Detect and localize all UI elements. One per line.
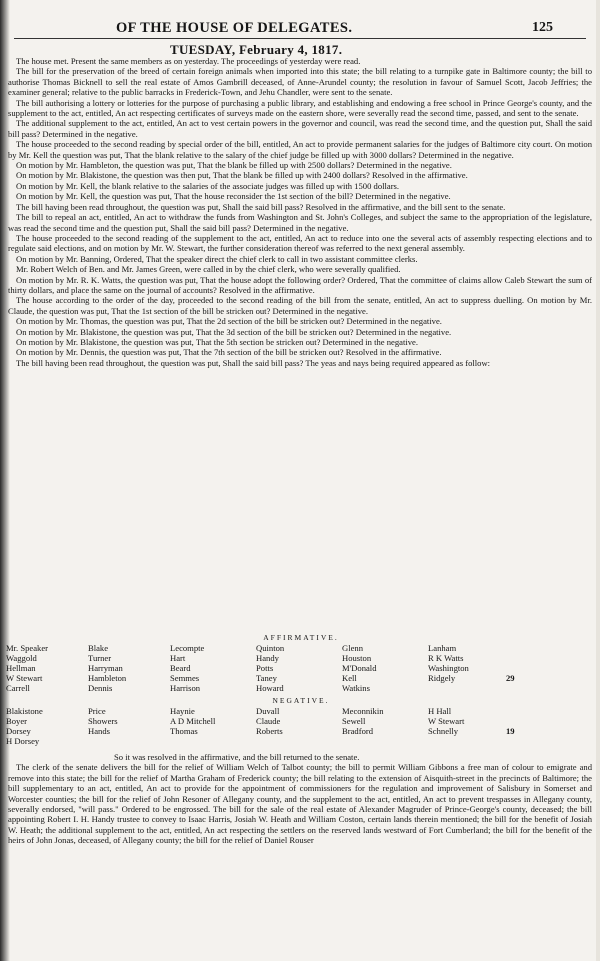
journal-paragraph: On motion by Mr. Blakistone, the question was then put, That the blank be filled up with 2400 dollars? Resolved in the affirmative. <box>16 170 468 181</box>
page-number: 125 <box>532 20 553 35</box>
member-name: Turner <box>88 653 112 663</box>
member-name: Hands <box>88 726 110 736</box>
member-name <box>428 683 506 693</box>
journal-paragraph: The house met. Present the same members as on yesterday. The proceedings of yesterday were read. <box>16 56 361 66</box>
journal-paragraph: The house proceeded to the second reading by special order of the bill, entitled, An act to provide permanent salaries for the judges of Baltimore city court. On motion by Mr. Kell the question was put, That the blank relative to the salary of the chief judge be filled up with 3000 dollars? Determined in the negative. <box>8 139 592 160</box>
member-name: Taney <box>256 673 277 683</box>
header-rule <box>14 38 586 39</box>
vote-total <box>506 643 566 653</box>
member-name: Watkins <box>342 683 370 693</box>
member-name: Price <box>88 706 106 716</box>
journal-paragraph: The bill authorising a lottery or lotteries for the purpose of purchasing a public library, and establishing and endowing a free school in Prince George's county, and the supplement to the act, entitled, An act respecting certificates of surveys made on the eastern shore, were severally read the second time, passed, and sent to the senate. <box>8 97 592 119</box>
member-name: A D Mitchell <box>170 716 216 726</box>
journal-paragraph: On motion by Mr. Hambleton, the question was put, That the blank be filled up with 2500 dollars? Determined in the negative. <box>16 160 452 171</box>
member-name: Roberts <box>256 726 283 736</box>
journal-paragraph: On motion by Mr. Banning, Ordered, That the speaker direct the chief clerk to call in two assistant committee clerks. <box>16 253 418 264</box>
member-name: Hart <box>170 653 186 663</box>
member-name: Carrell <box>6 683 30 693</box>
member-name: Mr. Speaker <box>6 643 49 653</box>
member-name: Howard <box>256 683 284 693</box>
page-edge <box>596 0 600 961</box>
affirmative-heading: AFFIRMATIVE. <box>263 633 339 642</box>
member-name: Duvall <box>256 706 280 716</box>
member-name: W Stewart <box>428 716 465 726</box>
vote-total <box>506 683 566 693</box>
member-name: Claude <box>256 716 281 726</box>
member-name <box>342 736 428 746</box>
journal-paragraph: The house according to the order of the day, proceeded to the second reading of the bill from the senate, entitled, An act to suppress duelling. On motion by Mr. Claude, the question was put, That the 1st section of the bill be stricken out? Determined in the negative. <box>8 295 592 316</box>
vote-total: 29 <box>506 673 515 683</box>
vote-total <box>506 716 566 726</box>
affirmative-names <box>6 643 596 693</box>
member-name: Waggold <box>6 653 37 663</box>
member-name: Harrison <box>170 683 201 693</box>
journal-paragraph: Mr. Robert Welch of Ben. and Mr. James Green, were called in by the chief clerk, who were severally qualified. <box>16 264 401 275</box>
member-name: Bradford <box>342 726 374 736</box>
member-name: W Stewart <box>6 673 43 683</box>
member-name: Houston <box>342 653 372 663</box>
journal-paragraph: The bill having been read throughout, the question was put, Shall the said bill pass? Resolved in the affirmative, and the bill sent to the senate. <box>16 201 506 212</box>
member-name: Lecompte <box>170 643 205 653</box>
journal-paragraph: The bill to repeal an act, entitled, An act to withdraw the funds from Washington and St. John's Colleges, and subject the same to the appropriation of the legislature, was read the second time and the question put, Shall the said bill pass? Determined in the negative. <box>8 212 592 233</box>
member-name: Boyer <box>6 716 28 726</box>
journal-closing <box>8 752 592 846</box>
vote-total: 19 <box>506 726 515 736</box>
member-name: Hellman <box>6 663 36 673</box>
journal-paragraph: On motion by Mr. Blakistone, the question was put, That the 3d section of the bill be stricken out? Determined in the negative. <box>16 326 452 337</box>
member-name: Glenn <box>342 643 364 653</box>
running-header: OF THE HOUSE OF DELEGATES. <box>116 20 353 36</box>
member-name: Harryman <box>88 663 123 673</box>
vote-tally <box>6 633 596 751</box>
member-name <box>170 736 256 746</box>
member-name <box>566 653 596 663</box>
member-name <box>566 673 596 683</box>
vote-total <box>506 736 566 746</box>
journal-paragraph: The additional supplement to the act, entitled, An act to vest certain powers in the governor and council, was read the second time, and the question put, Shall the said bill pass? Determined in the negative. <box>8 118 592 139</box>
member-name: Meconnikin <box>342 706 384 716</box>
member-name: Showers <box>88 716 118 726</box>
journal-paragraph: On motion by Mr. Thomas, the question was put, That the 2d section of the bill be stricken out? Determined in the negative. <box>16 316 442 327</box>
journal-paragraph: The bill for the preservation of the breed of certain foreign animals when imported into this state; the bill relating to a turnpike gate in Baltimore county; the bill to authorise Thomas Bicknell to sell the real estate of Amos Gambrill deceased, of Anne-Arundel county; the resolution in favour of Samuel Scott, Jacob Jeffries; the examiner general; relative to the public barracks in Frederick-Town, and Jehu Chandler, were sent to the senate. <box>8 66 592 98</box>
member-name <box>428 736 506 746</box>
resolution-line: So it was resolved in the affirmative, and the bill returned to the senate. <box>114 752 360 762</box>
member-name: Dorsey <box>6 726 31 736</box>
member-name: Potts <box>256 663 274 673</box>
journal-paragraph: On motion by Mr. R. K. Watts, the question was put, That the house adopt the following order? Ordered, That the committee of claims allow Caleb Stewart the sum of thirty dollars, and place the same on the journal of accounts? Resolved in the affirmative. <box>8 274 592 295</box>
member-name: Kell <box>342 673 357 683</box>
member-name: Lanham <box>428 643 457 653</box>
negative-names <box>6 706 596 746</box>
member-name: Dennis <box>88 683 113 693</box>
member-name: Semmes <box>170 673 200 683</box>
member-name: Blakistone <box>6 706 43 716</box>
member-name: M'Donald <box>342 663 377 673</box>
member-name: R K Watts <box>428 653 464 663</box>
journal-paragraph: On motion by Mr. Kell, the blank relative to the salaries of the associate judges was filled up with 1500 dollars. <box>16 180 400 191</box>
member-name: Sewell <box>342 716 366 726</box>
member-name: H Hall <box>428 706 452 716</box>
member-name <box>566 716 596 726</box>
member-name <box>566 683 596 693</box>
member-name: H Dorsey <box>6 736 40 746</box>
member-name <box>566 663 596 673</box>
member-name <box>566 706 596 716</box>
vote-total <box>506 663 566 673</box>
negative-heading: NEGATIVE. <box>272 696 330 705</box>
member-name <box>566 726 596 736</box>
member-name: Handy <box>256 653 279 663</box>
member-name: Thomas <box>170 726 198 736</box>
journal-paragraph: On motion by Mr. Kell, the question was put, That the house reconsider the 1st section of the bill? Determined in the negative. <box>16 191 451 202</box>
member-name: Schnelly <box>428 726 459 736</box>
member-name <box>256 736 342 746</box>
member-name: Beard <box>170 663 191 673</box>
member-name <box>566 736 596 746</box>
member-name: Quinton <box>256 643 285 653</box>
member-name: Washington <box>428 663 469 673</box>
member-name: Haynie <box>170 706 195 716</box>
journal-paragraph: The clerk of the senate delivers the bill for the relief of William Welch of Talbot county; the bill to permit William Gibbons a free man of colour to emigrate and remove into this state; the bill for the relief of Martha Graham of Frederick county; the bill relating to the extension of Aisquith-street in the precincts of Baltimore; the bill supplementary to an act, entitled, An act to provide for the appointment of commissioners for the regulation and improvement of Salisbury in Somerset and Worcester counties; the bill for the relief of John Resoner of Allegany county, and the supplement to the act, entitled, An act to prevent trespasses in Allegany county, severally endorsed, "will pass." Ordered to be engrossed. The bill for the sale of the real estate of Alexander Magruder of Prince-George's county, deceased; the bill appointing Robert I. H. Handy trustee to convey to Isaac Harris, Josiah W. Heath and William Coston, certain lands therein mentioned; the bill for the benefit of Josiah W. Heath; the additional supplement to the act, entitled, An act respecting the settlers on the reserved lands westward of Fort Cumberland; the bill for the benefit of the heirs of John Jonas, deceased, of Allegany county; the bill for the relief of Daniel Rouser <box>8 762 592 846</box>
session-date: TUESDAY, February 4, 1817. <box>170 42 343 57</box>
vote-total <box>506 653 566 663</box>
journal-body <box>8 56 592 368</box>
member-name <box>566 643 596 653</box>
member-name <box>88 736 170 746</box>
vote-total <box>506 706 566 716</box>
journal-paragraph: The bill having been read throughout, the question was put, Shall the said bill pass? The yeas and nays being required appeared as follow: <box>16 357 491 368</box>
journal-paragraph: The house proceeded to the second reading of the supplement to the act, entitled, An act to reduce into one the several acts of assembly respecting elections and to regulate said elections, and on motion by Mr. W. Stewart, the further consideration thereof was referred to the next general assembly. <box>8 232 592 254</box>
journal-paragraph: On motion by Mr. Blakistone, the question was put, That the 5th section be stricken out? Determined in the negative. <box>16 336 418 347</box>
member-name: Ridgely <box>428 673 456 683</box>
member-name: Blake <box>88 643 109 653</box>
member-name: Hambleton <box>88 673 127 683</box>
journal-paragraph: On motion by Mr. Dennis, the question was put, That the 7th section of the bill be stricken out? Resolved in the affirmative. <box>16 347 442 358</box>
